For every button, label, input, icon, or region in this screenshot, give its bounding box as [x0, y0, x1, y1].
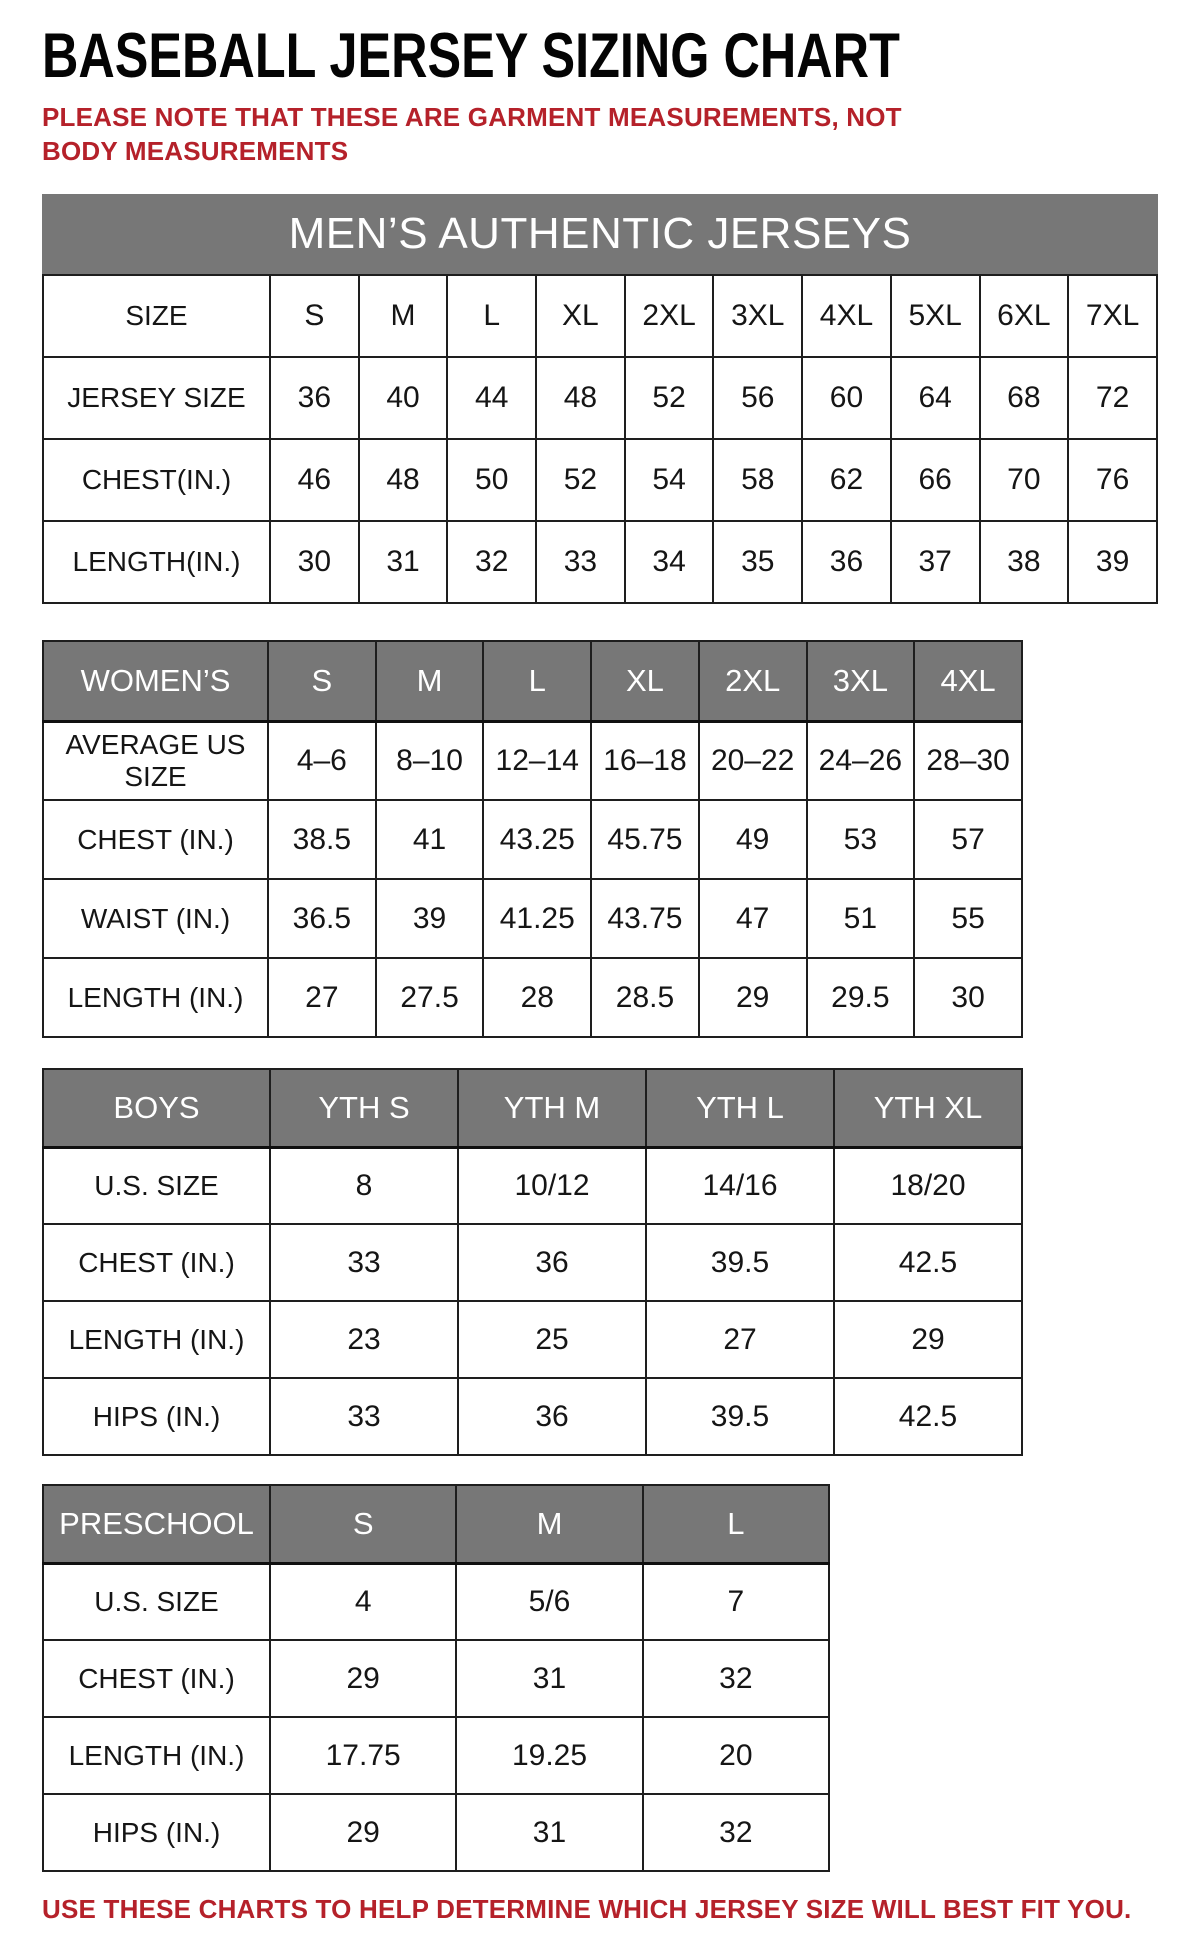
table-row	[43, 439, 1157, 521]
row-label-cell: LENGTH (IN.)	[43, 1717, 270, 1794]
table-row	[43, 1717, 829, 1794]
value-cell: 42.5	[834, 1224, 1022, 1301]
column-header: L	[643, 1485, 829, 1563]
value-cell: 49	[699, 800, 807, 879]
value-cell: M	[359, 275, 448, 357]
value-cell: 66	[891, 439, 980, 521]
row-label-cell: U.S. SIZE	[43, 1147, 270, 1224]
table-header-label: PRESCHOOL	[43, 1485, 270, 1563]
table-row	[43, 1147, 1022, 1224]
value-cell: 39.5	[646, 1378, 834, 1455]
row-label-cell: LENGTH (IN.)	[43, 958, 268, 1037]
value-cell: 38	[980, 521, 1069, 603]
row-label-cell: CHEST (IN.)	[43, 800, 268, 879]
value-cell: 8–10	[376, 721, 484, 800]
value-cell: 72	[1068, 357, 1157, 439]
row-label-cell: U.S. SIZE	[43, 1563, 270, 1640]
value-cell: 51	[807, 879, 915, 958]
column-header: 3XL	[807, 641, 915, 721]
value-cell: 39	[376, 879, 484, 958]
value-cell: 31	[456, 1794, 642, 1871]
value-cell: 54	[625, 439, 714, 521]
value-cell: 62	[802, 439, 891, 521]
value-cell: 36	[270, 357, 359, 439]
value-cell: 29	[270, 1640, 456, 1717]
row-label-cell: HIPS (IN.)	[43, 1794, 270, 1871]
table-row	[43, 800, 1022, 879]
table-row	[43, 1563, 829, 1640]
table-row	[43, 357, 1157, 439]
value-cell: S	[270, 275, 359, 357]
table-header-label: BOYS	[43, 1069, 270, 1147]
value-cell: 41.25	[483, 879, 591, 958]
row-label-cell: JERSEY SIZE	[43, 357, 270, 439]
value-cell: 55	[914, 879, 1022, 958]
page-title: BASEBALL JERSEY SIZING CHART	[42, 21, 900, 91]
value-cell: 38.5	[268, 800, 376, 879]
row-label-cell: SIZE	[43, 275, 270, 357]
value-cell: 27	[268, 958, 376, 1037]
column-header: M	[456, 1485, 642, 1563]
column-header: YTH M	[458, 1069, 646, 1147]
value-cell: 39.5	[646, 1224, 834, 1301]
value-cell: 29	[699, 958, 807, 1037]
table-row	[43, 1794, 829, 1871]
value-cell: 3XL	[713, 275, 802, 357]
value-cell: 58	[713, 439, 802, 521]
value-cell: 12–14	[483, 721, 591, 800]
value-cell: 47	[699, 879, 807, 958]
table-header-row	[43, 641, 1022, 721]
value-cell: 23	[270, 1301, 458, 1378]
value-cell: 48	[359, 439, 448, 521]
value-cell: 28.5	[591, 958, 699, 1037]
value-cell: 8	[270, 1147, 458, 1224]
table-row	[43, 1640, 829, 1717]
mens-authentic-jerseys-table	[42, 274, 1158, 604]
value-cell: 46	[270, 439, 359, 521]
value-cell: 36	[458, 1378, 646, 1455]
value-cell: 27.5	[376, 958, 484, 1037]
value-cell: 30	[270, 521, 359, 603]
value-cell: 5XL	[891, 275, 980, 357]
value-cell: L	[447, 275, 536, 357]
value-cell: 70	[980, 439, 1069, 521]
row-label-cell: CHEST (IN.)	[43, 1224, 270, 1301]
value-cell: 33	[270, 1378, 458, 1455]
value-cell: 10/12	[458, 1147, 646, 1224]
value-cell: 14/16	[646, 1147, 834, 1224]
value-cell: 76	[1068, 439, 1157, 521]
value-cell: 29.5	[807, 958, 915, 1037]
value-cell: 18/20	[834, 1147, 1022, 1224]
value-cell: 6XL	[980, 275, 1069, 357]
mens-table-banner	[42, 194, 1158, 274]
table-row	[43, 521, 1157, 603]
value-cell: 36	[802, 521, 891, 603]
table-row	[43, 275, 1157, 357]
value-cell: 39	[1068, 521, 1157, 603]
table-header-label: WOMEN’S	[43, 641, 268, 721]
value-cell: 4XL	[802, 275, 891, 357]
value-cell: 56	[713, 357, 802, 439]
column-header: S	[270, 1485, 456, 1563]
value-cell: 31	[359, 521, 448, 603]
table-header-row	[43, 1485, 829, 1563]
value-cell: 44	[447, 357, 536, 439]
value-cell: 64	[891, 357, 980, 439]
value-cell: 68	[980, 357, 1069, 439]
column-header: M	[376, 641, 484, 721]
row-label-cell: WAIST (IN.)	[43, 879, 268, 958]
value-cell: 57	[914, 800, 1022, 879]
value-cell: 28	[483, 958, 591, 1037]
row-label-cell: CHEST (IN.)	[43, 1640, 270, 1717]
row-label-cell: LENGTH(IN.)	[43, 521, 270, 603]
value-cell: 2XL	[625, 275, 714, 357]
value-cell: 34	[625, 521, 714, 603]
value-cell: 45.75	[591, 800, 699, 879]
column-header: YTH L	[646, 1069, 834, 1147]
value-cell: 48	[536, 357, 625, 439]
value-cell: 28–30	[914, 721, 1022, 800]
garment-measurement-note: PLEASE NOTE THAT THESE ARE GARMENT MEASUREMENTS, NOT BODY MEASUREMENTS	[42, 101, 902, 166]
value-cell: 27	[646, 1301, 834, 1378]
table-header-row	[43, 1069, 1022, 1147]
table-row	[43, 721, 1022, 800]
value-cell: 30	[914, 958, 1022, 1037]
column-header: 2XL	[699, 641, 807, 721]
value-cell: 41	[376, 800, 484, 879]
value-cell: 52	[536, 439, 625, 521]
column-header: L	[483, 641, 591, 721]
table-row	[43, 958, 1022, 1037]
value-cell: 24–26	[807, 721, 915, 800]
value-cell: 29	[834, 1301, 1022, 1378]
value-cell: 35	[713, 521, 802, 603]
value-cell: 43.25	[483, 800, 591, 879]
table-row	[43, 879, 1022, 958]
value-cell: 43.75	[591, 879, 699, 958]
value-cell: 50	[447, 439, 536, 521]
value-cell: 29	[270, 1794, 456, 1871]
row-label-cell: HIPS (IN.)	[43, 1378, 270, 1455]
preschool-size-table	[42, 1484, 830, 1872]
value-cell: 7	[643, 1563, 829, 1640]
value-cell: 42.5	[834, 1378, 1022, 1455]
boys-size-table	[42, 1068, 1023, 1456]
column-header: S	[268, 641, 376, 721]
value-cell: 4–6	[268, 721, 376, 800]
value-cell: 19.25	[456, 1717, 642, 1794]
value-cell: 32	[447, 521, 536, 603]
value-cell: 60	[802, 357, 891, 439]
value-cell: 40	[359, 357, 448, 439]
column-header: XL	[591, 641, 699, 721]
value-cell: 53	[807, 800, 915, 879]
value-cell: 25	[458, 1301, 646, 1378]
row-label-cell: CHEST(IN.)	[43, 439, 270, 521]
column-header: 4XL	[914, 641, 1022, 721]
column-header: YTH S	[270, 1069, 458, 1147]
value-cell: 33	[536, 521, 625, 603]
value-cell: 37	[891, 521, 980, 603]
value-cell: 33	[270, 1224, 458, 1301]
row-label-cell: AVERAGE US SIZE	[43, 721, 268, 800]
row-label-cell: LENGTH (IN.)	[43, 1301, 270, 1378]
table-row	[43, 1378, 1022, 1455]
value-cell: 52	[625, 357, 714, 439]
value-cell: 32	[643, 1794, 829, 1871]
womens-size-table	[42, 640, 1023, 1038]
value-cell: 7XL	[1068, 275, 1157, 357]
value-cell: 16–18	[591, 721, 699, 800]
mens-banner-label: MEN’S AUTHENTIC JERSEYS	[288, 209, 912, 259]
footer-note: USE THESE CHARTS TO HELP DETERMINE WHICH JERSEY SIZE WILL BEST FIT YOU.	[42, 1894, 1132, 1925]
value-cell: 32	[643, 1640, 829, 1717]
table-row	[43, 1301, 1022, 1378]
value-cell: 4	[270, 1563, 456, 1640]
value-cell: 5/6	[456, 1563, 642, 1640]
table-row	[43, 1224, 1022, 1301]
value-cell: 17.75	[270, 1717, 456, 1794]
value-cell: XL	[536, 275, 625, 357]
value-cell: 31	[456, 1640, 642, 1717]
value-cell: 20–22	[699, 721, 807, 800]
value-cell: 20	[643, 1717, 829, 1794]
column-header: YTH XL	[834, 1069, 1022, 1147]
value-cell: 36	[458, 1224, 646, 1301]
value-cell: 36.5	[268, 879, 376, 958]
